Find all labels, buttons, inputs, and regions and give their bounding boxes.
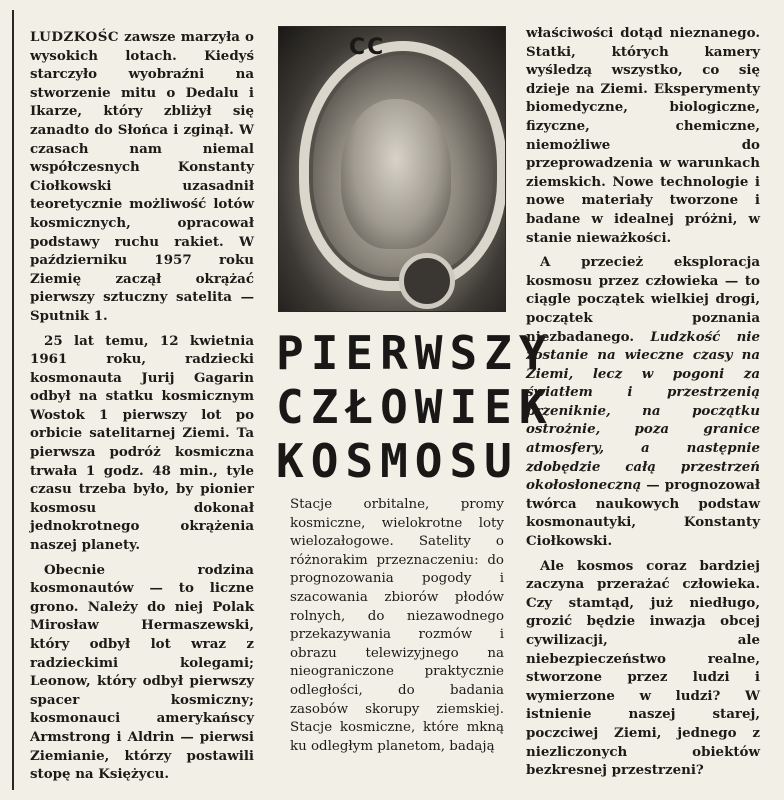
article-column-2: [290, 496, 504, 762]
article-column-1: [30, 28, 254, 790]
paragraph-cosmonauts: Obecnie rodzina kosmonautów — to liczne grono. Należy do niej Polak Mirosław Hermaszewski, który odbył lot wraz z radzieckimi kolegami; Leonow, który odbył pierwszy spacer kosmiczny; kosmonauci amerykańscy Armstrong i Aldrin — pierwsi Ziemianie, którzy postawili stopę na Księżycu.: [30, 561, 254, 783]
paragraph-stations: Stacje orbitalne, promy kosmiczne, wielokrotne loty wielozałogowe. Satelity o różnorakim przeznaczeniu: do prognozowania pogody i szacowania zbiorów płodów rolnych, do niezawodnego przekazywania rozmów i obrazu telewizyjnego na nieograniczone praktycznie odległości, do badania zasobów skorupy ziemskiej. Stacje kosmiczne, które mkną ku odległym planetom, badają: [290, 497, 504, 754]
quote-attribution: — prognozował twórca naukowych podstaw kosmonautyki, Konstanty Ciołkowski.: [526, 477, 760, 550]
intro-text: zawsze marzyła o wysokich lotach. Kiedyś starczyło wyobraźni na stworzenie mitu o Dedalu i Ikarze, który zbliżył się zanadto do Słońca i zginął. W czasach nam niemal współczesnych Konstanty Ciołkowski uzasadnił teoretycznie możliwość lotów kosmicznych, opracował podstawy ruchu rakiet. W październiku 1957 roku Ziemię zaczął okrążać pierwszy sztuczny satelita — Sputnik 1.: [30, 29, 254, 324]
face: [341, 99, 451, 249]
paragraph-fear: Ale kosmos coraz bardziej zaczyna przerażać człowieka. Czy stamtąd, już niedługo, grozić będzie inwazja obcej cywilizacji, ale niebezpieczeństwo realne, stworzone przez ludzi i wymierzone w ludzi? W istnienie naszej starej, poczciwej Ziemi, jednego z niezliczonych obiektów bezkresnej przestrzeni?: [526, 557, 760, 779]
paragraph-intro: [30, 28, 254, 326]
headline-line-1: PIERWSZY: [276, 326, 554, 380]
paragraph-experiments: właściwości dotąd nieznanego. Statki, których kamery wyśledzą wszystko, co się dzieje na Ziemi. Eksperymenty biomedyczne, biologiczne, fizyczne, chemiczne, niemożliwe do przeprowadzenia w warunkach ziemskich. Nowe technologie i nowe materiały tworzone i badane w idealnej próżni, w stanie nieważkości.: [526, 25, 760, 246]
paragraph-gagarin: 25 lat temu, 12 kwietnia 1961 roku, radziecki kosmonauta Jurij Gagarin odbył na statku kosmicznym Wostok 1 pierwszy lot po orbicie satelitarnej Ziemi. Ta pierwsza podróż kosmiczna trwała 1 godz. 48 min., tyle czasu trzeba było, by pionier kosmosu dokonał jednokrotnego okrążenia naszej planety.: [30, 332, 254, 554]
suit-fitting: [399, 253, 455, 309]
headline-line-3: KOSMOSU: [276, 434, 519, 488]
helmet-lettering: CC: [349, 35, 386, 60]
headline-line-2: CZŁOWIEK: [276, 380, 554, 434]
headline: [276, 326, 554, 488]
lead-word: LUDZKOŚC: [30, 29, 120, 45]
ciolkowski-quote: Ludzkość nie zostanie na wieczne czasy na Ziemi, lecz w pogoni za światłem i przestrzenią przeniknie, na początku ostrożnie, poza granice atmosfery, a następnie zdobędzie całą przestrzeń okołosłoneczną: [526, 328, 760, 494]
exploration-text: A przecież eksploracja kosmosu przez człowieka — to ciągle początek wielkiej drogi, początek poznania niezbadanego.: [526, 254, 760, 345]
paragraph-exploration: [526, 253, 760, 551]
gagarin-photo: [278, 26, 506, 312]
column-rule: [12, 10, 14, 790]
article-column-3: [526, 24, 760, 786]
